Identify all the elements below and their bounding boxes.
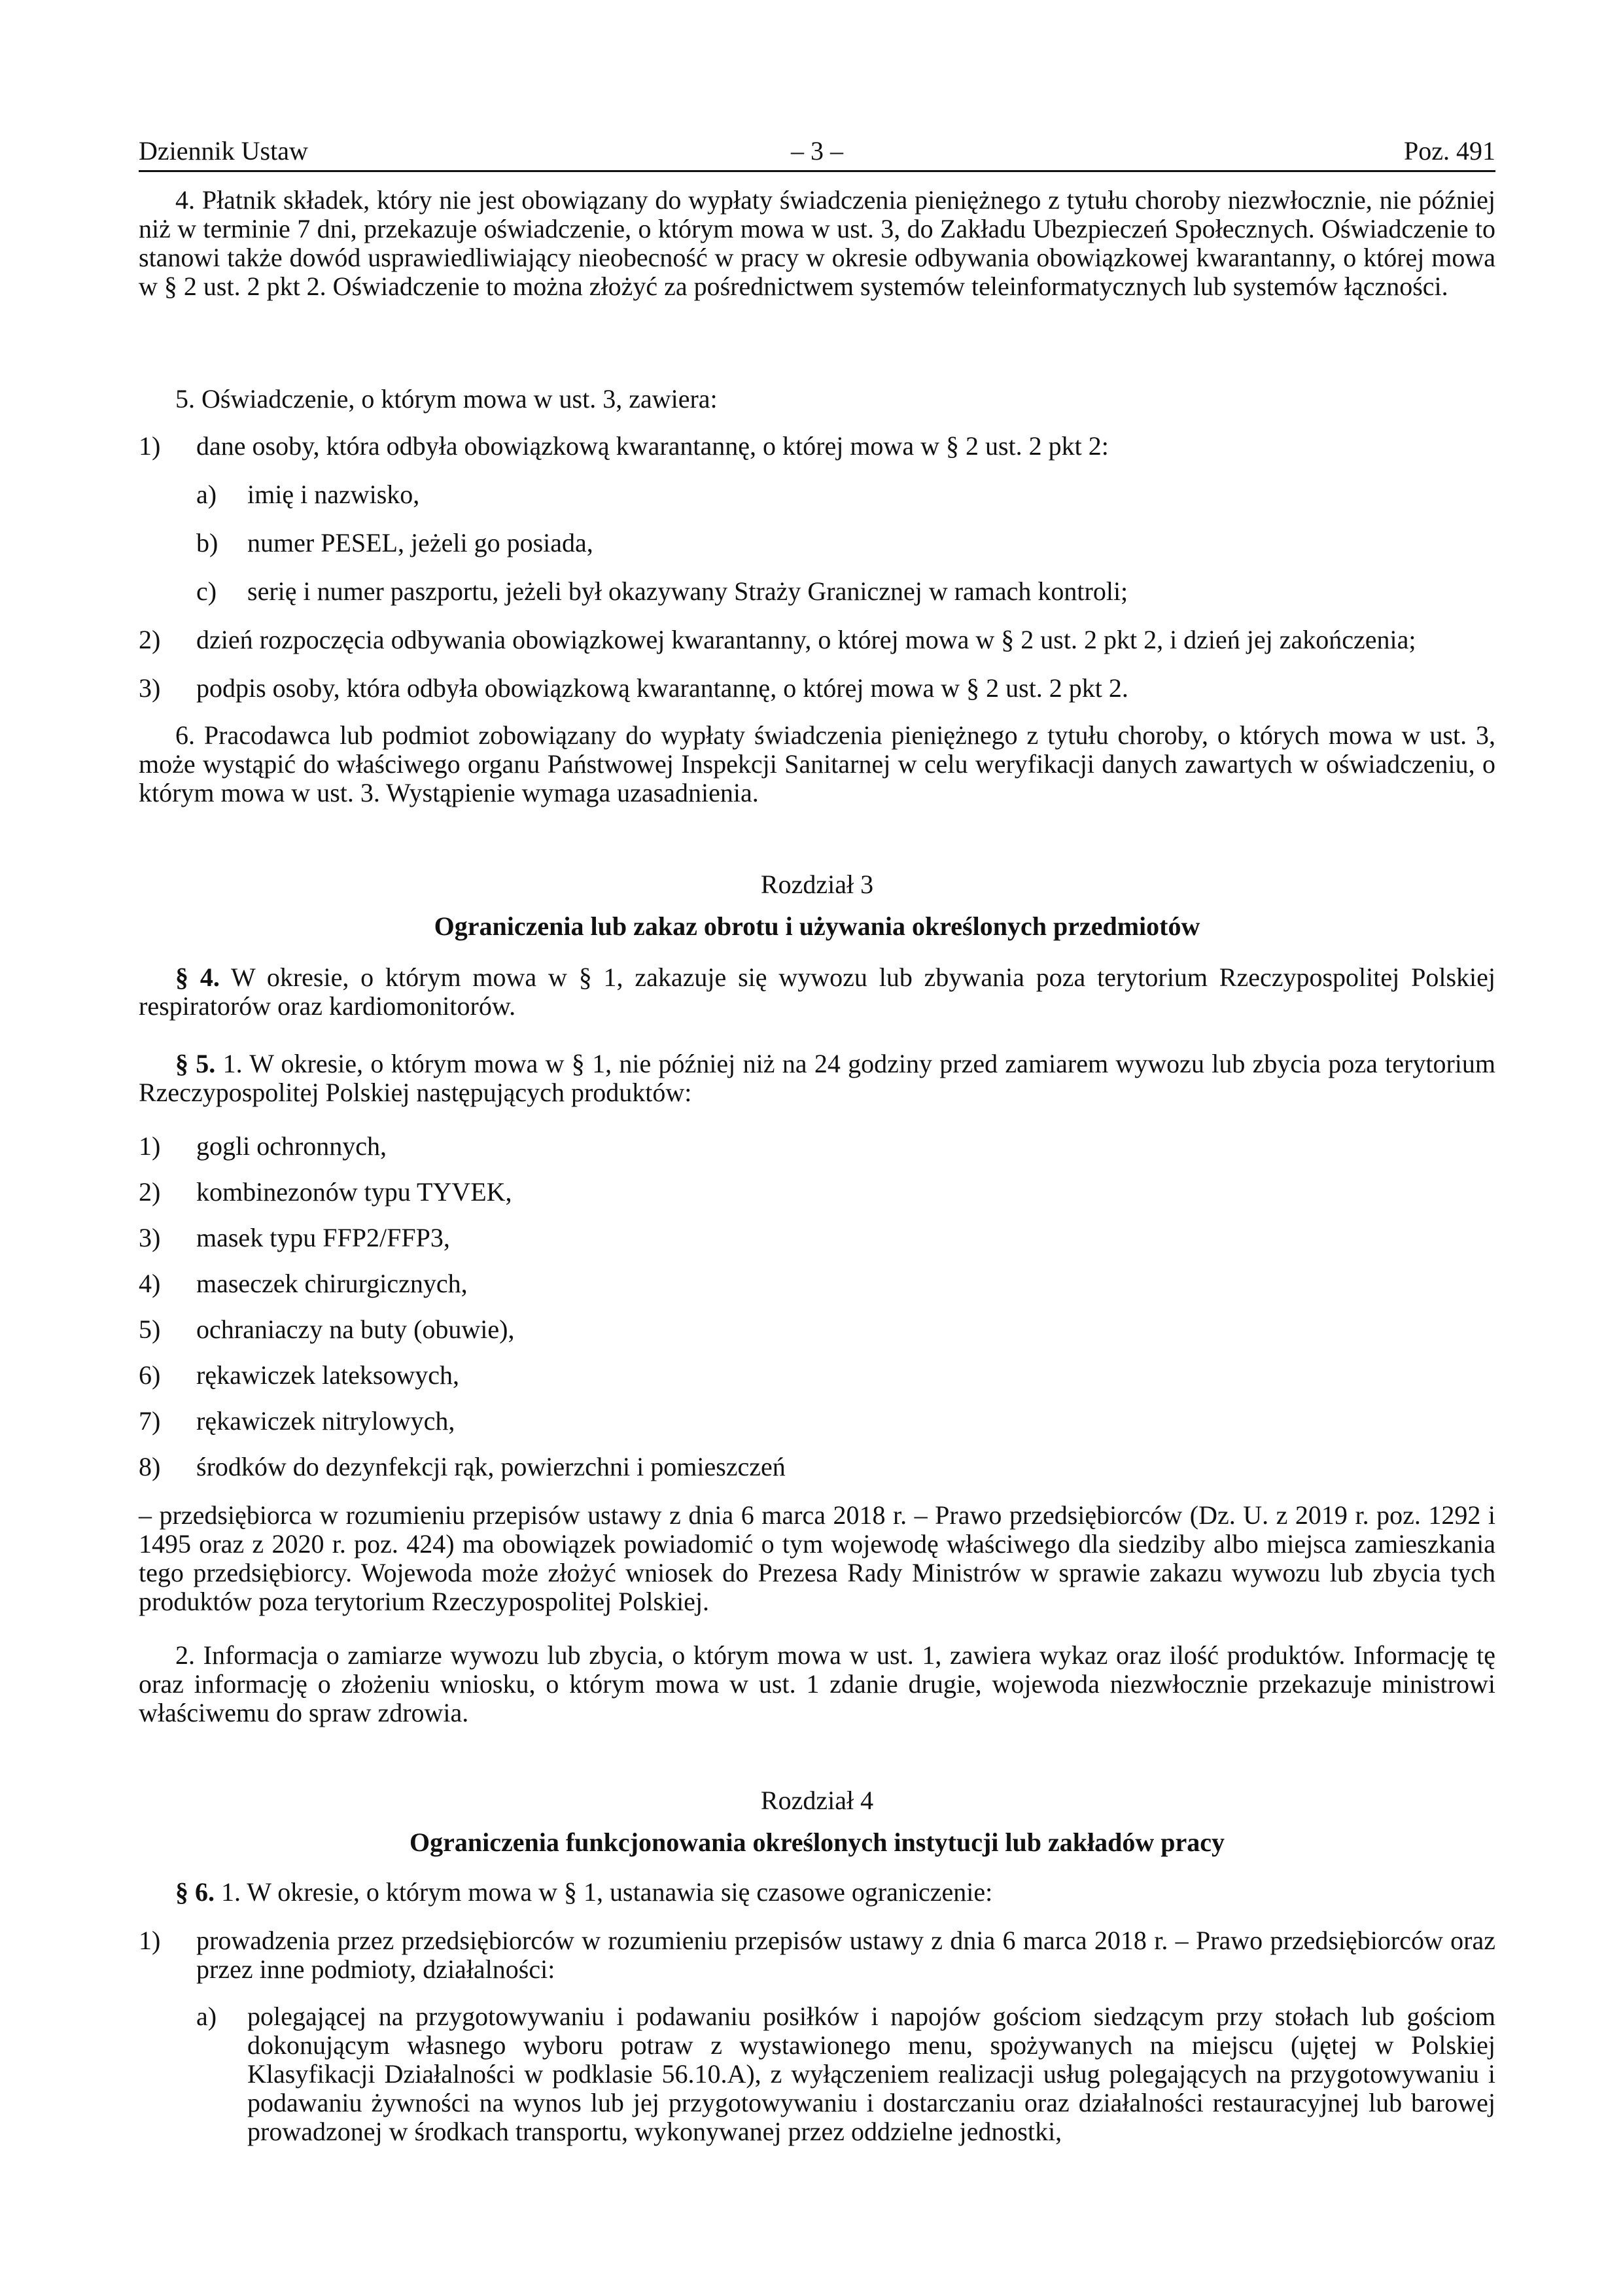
list-text: środków do dezynfekcji rąk, powierzchni i pomieszczeń xyxy=(196,1452,786,1481)
list-item xyxy=(139,1926,1495,1984)
list-item xyxy=(139,1453,1495,1481)
list-item xyxy=(139,626,1495,654)
list-item xyxy=(139,1315,1495,1344)
section-mark: § 6. xyxy=(175,1877,215,1907)
chapter-4-title: Ograniczenia funkcjonowania określonych instytucji lub zakładów pracy xyxy=(409,1828,1225,1857)
section-6 xyxy=(139,1878,1495,1907)
list-number: 2) xyxy=(139,1177,161,1207)
section-4 xyxy=(139,963,1495,1021)
list-text: dane osoby, która odbyła obowiązkową kwarantannę, o której mowa w § 2 ust. 2 pkt 2: xyxy=(196,431,1109,461)
list-text: kombinezonów typu TYVEK, xyxy=(196,1177,512,1207)
list-number: 2) xyxy=(139,625,161,654)
sub-letter: a) xyxy=(196,2002,217,2031)
sub-text: polegającej na przygotowywaniu i podawaniu posiłków i napojów gościom siedzącym przy stołach lub gościom dokonującym własnego wyboru potraw z wystawionego menu, spożywanych na miejscu (ujętej w Polskiej Klasyfikacji Działalności w podklasie 56.10.A), z wyłączeniem realizacji usług polegających na przygotowywaniu i podawaniu żywności na wynos lub jej przygotowywaniu i dostarczaniu oraz działalności restauracyjnej lub barowej prowadzonej w środkach transportu, wykonywanej przez oddzielne jednostki, xyxy=(247,2002,1495,2146)
list-text: ochraniaczy na buty (obuwie), xyxy=(196,1315,515,1344)
list-text: gogli ochronnych, xyxy=(196,1131,387,1161)
paragraph-5: 5. Oświadczenie, o którym mowa w ust. 3, zawiera: xyxy=(175,384,718,414)
list-number: 3) xyxy=(139,673,161,703)
list-number: 4) xyxy=(139,1269,161,1298)
section-5 xyxy=(139,1050,1495,1107)
list-text: dzień rozpoczęcia odbywania obowiązkowej kwarantanny, o której mowa w § 2 ust. 2 pkt 2, i dzień jej zakończenia; xyxy=(196,625,1416,654)
list-number: 5) xyxy=(139,1315,161,1344)
sub-letter: c) xyxy=(196,576,217,606)
list-item xyxy=(139,1269,1495,1298)
page-header xyxy=(139,135,1495,172)
chapter-4-label: Rozdział 4 xyxy=(760,1786,874,1815)
list-item xyxy=(139,674,1495,703)
list-number: 1) xyxy=(139,1926,161,1955)
sub-item xyxy=(196,529,1495,557)
section-5-paragraph-2: 2. Informacja o zamiarze wywozu lub zbycia, o którym mowa w ust. 1, zawiera wykaz oraz ilość produktów. Informację tę oraz informację o złożeniu wniosku, o którym mowa w ust. 1 zdanie drugie, wojewoda niezwłocznie przekazuje ministrowi właściwemu do spraw zdrowia. xyxy=(139,1640,1495,1727)
sub-text: serię i numer paszportu, jeżeli był okazywany Straży Granicznej w ramach kontroli; xyxy=(247,576,1128,606)
sub-letter: a) xyxy=(196,480,217,509)
sub-item xyxy=(196,480,1495,509)
sub-letter: b) xyxy=(196,528,218,557)
sub-text: imię i nazwisko, xyxy=(247,480,420,509)
chapter-3-title: Ograniczenia lub zakaz obrotu i używania określonych przedmiotów xyxy=(434,911,1200,941)
sub-text: numer PESEL, jeżeli go posiada, xyxy=(247,528,593,557)
section-mark: § 4. xyxy=(175,963,220,992)
list-text: maseczek chirurgicznych, xyxy=(196,1269,468,1298)
position-number: Poz. 491 xyxy=(1404,136,1495,166)
journal-name: Dziennik Ustaw xyxy=(139,136,308,166)
section-mark: § 5. xyxy=(175,1049,216,1078)
list-item xyxy=(139,1178,1495,1207)
chapter-3-label: Rozdział 3 xyxy=(760,870,874,899)
list-text: masek typu FFP2/FFP3, xyxy=(196,1223,450,1252)
list-number: 1) xyxy=(139,1131,161,1161)
section-text: 1. W okresie, o którym mowa w § 1, ustanawia się czasowe ograniczenie: xyxy=(215,1877,993,1907)
sub-item xyxy=(196,2002,1495,2146)
list-item xyxy=(139,432,1495,461)
list-number: 7) xyxy=(139,1406,161,1436)
page-number: – 3 – xyxy=(791,136,843,166)
list-item xyxy=(139,1132,1495,1161)
sub-item xyxy=(196,577,1495,606)
list-text: podpis osoby, która odbyła obowiązkową kwarantannę, o której mowa w § 2 ust. 2 pkt 2. xyxy=(196,673,1128,703)
list-item xyxy=(139,1407,1495,1436)
paragraph-6: 6. Pracodawca lub podmiot zobowiązany do wypłaty świadczenia pieniężnego z tytułu choroby, o których mowa w ust. 3, może wystąpić do właściwego organu Państwowej Inspekcji Sanitarnej w celu weryfikacji danych zawartych w oświadczeniu, o którym mowa w ust. 3. Wystąpienie wymaga uzasadnienia. xyxy=(139,720,1495,807)
paragraph-4: 4. Płatnik składek, który nie jest obowiązany do wypłaty świadczenia pieniężnego z tytułu choroby niezwłocznie, nie później niż w terminie 7 dni, przekazuje oświadczenie, o którym mowa w ust. 3, do Zakładu Ubezpieczeń Społecznych. Oświadczenie to stanowi także dowód usprawiedliwiający nieobecność w pracy w okresie odbywania obowiązkowej kwarantanny, o której mowa w § 2 ust. 2 pkt 2. Oświadczenie to można złożyć za pośrednictwem systemów teleinformatycznych lub systemów łączności. xyxy=(139,185,1495,301)
list-number: 1) xyxy=(139,431,161,461)
list-number: 3) xyxy=(139,1223,161,1252)
list-text: rękawiczek lateksowych, xyxy=(196,1360,460,1390)
list-number: 6) xyxy=(139,1360,161,1390)
list-text: prowadzenia przez przedsiębiorców w rozumieniu przepisów ustawy z dnia 6 marca 2018 r. – Prawo przedsiębiorców oraz przez inne podmioty, działalności: xyxy=(196,1926,1495,1984)
list-item xyxy=(139,1224,1495,1252)
section-text: 1. W okresie, o którym mowa w § 1, nie później niż na 24 godziny przed zamiarem wywozu lub zbycia poza terytorium Rzeczypospolitej Polskiej następujących produktów: xyxy=(139,1049,1496,1107)
section-5-tail: – przedsiębiorca w rozumieniu przepisów ustawy z dnia 6 marca 2018 r. – Prawo przedsiębiorców (Dz. U. z 2019 r. poz. 1292 i 1495 oraz z 2020 r. poz. 424) ma obowiązek powiadomić o tym wojewodę właściwego dla siedziby albo miejsca zamieszkania tego przedsiębiorcy. Wojewoda może złożyć wniosek do Prezesa Rady Ministrów w sprawie zakazu wywozu lub zbycia tych produktów poza terytorium Rzeczypospolitej Polskiej. xyxy=(139,1500,1495,1616)
section-text: W okresie, o którym mowa w § 1, zakazuje się wywozu lub zbywania poza terytorium Rzeczypospolitej Polskiej respiratorów oraz kardiomonitorów. xyxy=(139,963,1496,1021)
list-item xyxy=(139,1361,1495,1390)
list-text: rękawiczek nitrylowych, xyxy=(196,1406,455,1436)
list-number: 8) xyxy=(139,1452,161,1481)
